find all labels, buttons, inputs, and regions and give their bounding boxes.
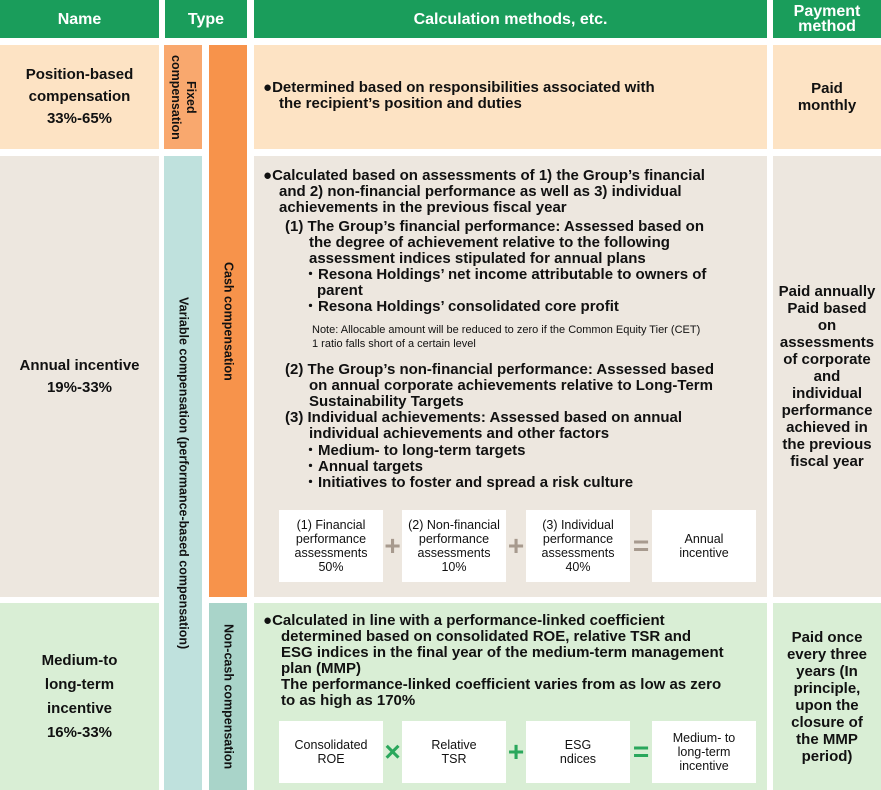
annual-formula-result: Annual incentive [652, 510, 756, 582]
annual-item3-bullet: ・Medium- to long-term targets [303, 442, 526, 459]
annual-intro-line: and 2) non-financial performance as well as 3) individual [279, 183, 682, 200]
annual-formula-financial: (1) Financial performance assessments 50% [279, 510, 383, 582]
header-type: Type [165, 0, 247, 38]
position-calc-line: Determined based on responsibilities associated with [272, 79, 655, 96]
annual-payment: Paid annually Paid based on assessments of corporate and individual performance achieved in the previous fiscal year [773, 156, 881, 597]
row-medium-name-cell [0, 603, 159, 790]
annual-formula-individual: (3) Individual performance assessments 40% [526, 510, 630, 582]
row-medium-calc-cell [254, 603, 767, 790]
position-calc-text [263, 80, 655, 112]
annual-item3-bullet: ・Initiatives to foster and spread a risk culture [303, 474, 634, 491]
annual-item3-bullet: ・Annual targets [303, 458, 424, 475]
row-position-name-cell [0, 45, 159, 149]
annual-item3-bullets [303, 443, 633, 491]
annual-name: Annual incentive [19, 356, 140, 374]
header-calculation: Calculation methods, etc. [254, 0, 767, 38]
medium-calc-line: determined based on consolidated ROE, relative TSR and [281, 628, 692, 645]
annual-range: 19%-33% [46, 378, 113, 396]
annual-item3 [285, 410, 682, 442]
medium-formula-tsr: Relative TSR [402, 721, 506, 783]
type-noncash-compensation: Non-cash compensation [209, 603, 247, 790]
annual-note-line: 1 ratio falls short of a certain level [312, 338, 476, 350]
medium-formula-roe: Consolidated ROE [279, 721, 383, 783]
medium-calc-line: Calculated in line with a performance-linked coefficient [272, 612, 665, 629]
type-fixed-compensation: Fixed compensation [164, 45, 202, 149]
medium-formula-esg: ESG ndices [526, 721, 630, 783]
plus-icon: + [507, 736, 525, 767]
position-calc-line: the recipient’s position and duties [279, 95, 522, 112]
header-payment: Payment method [773, 0, 881, 38]
plus-icon: + [507, 530, 525, 561]
annual-item1-bullet: ・Resona Holdings’ net income attributable to owners of [303, 266, 707, 283]
row-position-calc-cell [254, 45, 767, 149]
annual-item1-bullet: ・Resona Holdings’ consolidated core profit [303, 298, 619, 315]
medium-calc-line: The performance-linked coefficient varies from as low as zero [281, 676, 722, 693]
medium-calc-text [263, 613, 724, 709]
annual-item1-line: the degree of achievement relative to the following [309, 234, 670, 251]
medium-payment: Paid once every three years (In principle, upon the closure of the MMP period) [773, 603, 881, 790]
annual-item3-line: (3) Individual achievements: Assessed based on annual [285, 409, 683, 426]
times-icon: × [384, 736, 401, 767]
medium-range: 16%-33% [46, 723, 113, 741]
annual-note [312, 323, 700, 351]
header-name: Name [0, 0, 159, 38]
annual-item1-bullet: parent [317, 282, 363, 299]
annual-intro-line: achievements in the previous fiscal year [279, 199, 567, 216]
annual-intro-line: Calculated based on assessments of 1) the Group’s financial [272, 167, 705, 184]
type-cash-compensation: Cash compensation [209, 45, 247, 597]
annual-calc-intro [263, 168, 705, 216]
equals-icon: = [632, 736, 650, 767]
bullet-icon: ● [263, 612, 273, 629]
annual-item1-bullets [303, 267, 706, 315]
bullet-icon: ● [263, 79, 273, 96]
medium-calc-line: ESG indices in the final year of the medium-term management [281, 644, 724, 661]
annual-formula-nonfinancial: (2) Non-financial performance assessments 10% [402, 510, 506, 582]
annual-item2-line: (2) The Group’s non-financial performance: Assessed based [285, 361, 714, 378]
medium-calc-line: plan (MMP) [281, 660, 361, 677]
bullet-icon: ● [263, 167, 273, 184]
medium-name: Medium-to long-term incentive [41, 651, 118, 717]
annual-item1-line: (1) The Group’s financial performance: Assessed based on [285, 218, 704, 235]
position-range: 33%-65% [46, 110, 113, 127]
annual-item3-line: individual achievements and other factors [309, 425, 610, 442]
annual-item1 [285, 219, 704, 267]
annual-item2-line: Sustainability Targets [309, 393, 464, 410]
annual-item2-line: on annual corporate achievements relative to Long-Term [309, 377, 713, 394]
annual-item1-line: assessment indices stipulated for annual plans [309, 250, 646, 267]
row-annual-calc-cell [254, 156, 767, 597]
equals-icon: = [632, 530, 650, 561]
position-payment: Paid monthly [773, 45, 881, 149]
plus-icon: + [384, 530, 401, 561]
annual-note-line: Note: Allocable amount will be reduced to zero if the Common Equity Tier (CET) [312, 324, 701, 336]
row-annual-name-cell [0, 156, 159, 597]
medium-formula-result: Medium- to long-term incentive [652, 721, 756, 783]
type-variable-compensation: Variable compensation (performance-based compensation) [164, 156, 202, 790]
medium-calc-line: to as high as 170% [281, 692, 416, 709]
annual-item2 [285, 362, 714, 410]
position-name: Position-based compensation [25, 66, 134, 105]
